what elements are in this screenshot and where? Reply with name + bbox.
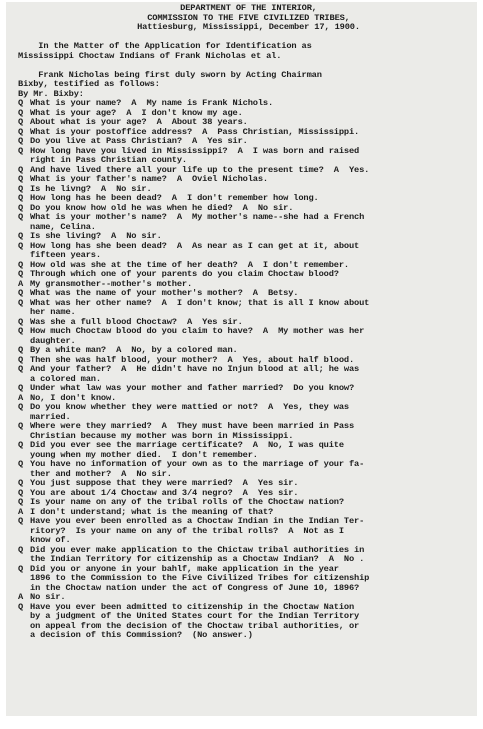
question-marker: Q [18, 497, 24, 507]
question-marker: Q [18, 544, 24, 555]
question-marker: Q [18, 354, 24, 365]
entry-text [30, 137, 473, 147]
entry-line: My gransmother--mother's mother. [30, 279, 193, 289]
question-marker: Q [18, 259, 24, 270]
entry-line: Then she was half blood, your mother? A Yes, about half blood. [30, 355, 355, 365]
entry-text [30, 147, 473, 166]
entry-text [30, 289, 473, 299]
entry-text [30, 280, 473, 290]
testimony-entry [18, 384, 473, 394]
entry-line: No sir. [30, 593, 66, 602]
question-marker: Q [18, 231, 24, 241]
entry-text [30, 593, 473, 603]
entry-line: Did you ever make application to the Chictaw tribal authorities in [30, 545, 365, 555]
entry-line: How old was she at the time of her death? A I don't remember. [30, 260, 349, 270]
testimony-entry [18, 242, 473, 261]
entry-line: Is your name on any of the tribal rolls of the Choctaw nation? [30, 498, 344, 507]
testimony-entry [18, 394, 473, 404]
examiner-line: By Mr. Bixby: [18, 89, 84, 99]
testimony-entry [18, 460, 473, 479]
question-marker: Q [18, 117, 24, 127]
question-marker: Q [18, 174, 24, 184]
entry-line: By a white man? A No, by a colored man. [30, 346, 238, 355]
question-marker: Q [18, 145, 24, 156]
testimony-entry [18, 261, 473, 271]
entry-line: 1896 to the Commission to the Five Civilized Tribes for citizenship [30, 574, 370, 583]
sworn-line: Frank Nicholas being first duly sworn by Acting Chairman [18, 70, 322, 80]
testimony-entry [18, 118, 473, 128]
entry-text [30, 109, 473, 119]
question-marker: Q [18, 183, 24, 194]
entry-text [30, 118, 473, 128]
testimony-entry [18, 137, 473, 147]
entry-line: And your father? A He didn't have no Injun blood at all; he was [30, 365, 360, 374]
question-marker: Q [18, 601, 24, 612]
question-marker: Q [18, 202, 24, 213]
question-marker: Q [18, 478, 24, 488]
entry-text [30, 479, 473, 489]
entry-text [30, 213, 473, 232]
entry-line: Is she living? A No sir. [30, 232, 162, 241]
entry-text [30, 232, 473, 242]
entry-line: know of. [30, 536, 71, 545]
question-marker: Q [18, 164, 24, 175]
testimony-entry [18, 270, 473, 280]
entry-line: Is he livng? A No sir. [30, 184, 152, 194]
entry-text [30, 441, 473, 460]
testimony-entry [18, 565, 473, 594]
testimony-entry [18, 422, 473, 441]
question-marker: Q [18, 126, 24, 137]
question-marker: Q [18, 98, 24, 108]
entry-line: Did you ever see the marriage certificate? A No, I was quite [30, 441, 344, 450]
spacer [18, 33, 473, 43]
testimony-entry [18, 166, 473, 176]
question-marker: Q [18, 440, 24, 450]
testimony-entry [18, 128, 473, 138]
entry-text [30, 261, 473, 271]
entry-line: Through which one of your parents do you claim Choctaw blood? [30, 270, 339, 279]
entry-line: name, Celina. [30, 222, 96, 232]
testimony-entry [18, 289, 473, 299]
entry-text [30, 422, 473, 441]
testimony-entry [18, 213, 473, 232]
question-marker: Q [18, 288, 24, 298]
entry-line: the Indian Territory for citizenship as a Choctaw Indian? A No . [30, 555, 365, 564]
department-heading: DEPARTMENT OF THE INTERIOR, [180, 3, 317, 13]
entry-line: Where were they married? A They must have been married in Pass [30, 422, 355, 431]
testimony-entry [18, 185, 473, 195]
entry-line: You have no information of your own as to the marriage of your fa- [30, 460, 365, 469]
testimony-entry [18, 441, 473, 460]
entry-line: How long have you lived in Mississippi? A I was born and raised [30, 146, 360, 156]
entry-line: Do you know how old he was when he died? A No sir. [30, 203, 294, 213]
entry-text [30, 394, 473, 404]
question-marker: Q [18, 316, 24, 327]
testimony-entry [18, 346, 473, 356]
entry-line: And have lived there all your life up to the present time? A Yes. [30, 165, 370, 175]
question-marker: Q [18, 459, 24, 469]
entry-line: Do you live at Pass Christian? A Yes sir. [30, 137, 248, 146]
entry-line: young when my mother died. I don't remember. [30, 450, 258, 460]
testimony-entry [18, 147, 473, 166]
entry-text [30, 546, 473, 565]
entry-line: What is your mother's name? A My mother's name--she had a French [30, 213, 365, 222]
testimony-entry [18, 546, 473, 565]
testimony-entry [18, 498, 473, 508]
entry-text [30, 327, 473, 346]
entry-line: What is your name? A My name is Frank Nichols. [30, 99, 274, 108]
entry-line: her name. [30, 308, 76, 317]
testimony-entry [18, 109, 473, 119]
entry-text [30, 460, 473, 479]
testimony-entry [18, 365, 473, 384]
matter-line: Mississippi Choctaw Indians of Frank Nicholas et al. [18, 51, 282, 61]
testimony-entry [18, 318, 473, 328]
question-marker: Q [18, 563, 24, 574]
answer-marker: A [18, 592, 24, 602]
question-marker: Q [18, 240, 24, 251]
entry-line: Have you ever been enrolled as a Choctaw Indian in the Indian Ter- [30, 517, 365, 526]
question-marker: Q [18, 193, 24, 203]
entry-text [30, 318, 473, 328]
question-marker: Q [18, 383, 24, 393]
question-marker: Q [18, 402, 24, 412]
question-marker: Q [18, 297, 24, 308]
entry-text [30, 175, 473, 185]
sworn-line: Bixby, testified as follows: [18, 80, 160, 89]
entry-text [30, 242, 473, 261]
entry-text [30, 403, 473, 422]
entry-line: Was she a full blood Choctaw? A Yes sir. [30, 317, 243, 327]
entry-line: on appeal from the decision of the Choctaw tribal authorities, or [30, 621, 360, 631]
entry-line: No, I don't know. [30, 393, 117, 403]
testimony-entry [18, 204, 473, 214]
entry-line: You are about 1/4 Choctaw and 3/4 negro? A Yes sir. [30, 488, 299, 498]
entry-line: What is your age? A I don't know my age. [30, 108, 243, 118]
entry-text [30, 270, 473, 280]
testimony-entry [18, 232, 473, 242]
entry-text [30, 166, 473, 176]
entry-text [30, 204, 473, 214]
answer-marker: A [18, 506, 24, 517]
entry-line: Christian because my mother was born in Mississippi. [30, 431, 294, 441]
testimony-entry [18, 489, 473, 499]
transcript [18, 4, 473, 641]
testimony-entries [18, 99, 473, 641]
entry-text [30, 299, 473, 318]
question-marker: Q [18, 326, 24, 336]
entry-text [30, 517, 473, 546]
entry-line: What was the name of your mother's mother? A Betsy. [30, 289, 299, 298]
question-marker: Q [18, 516, 24, 526]
question-marker: Q [18, 212, 24, 222]
testimony-entry [18, 593, 473, 603]
entry-text [30, 489, 473, 499]
entry-line: What is your postoffice address? A Pass Christian, Mississippi. [30, 127, 360, 137]
question-marker: Q [18, 345, 24, 355]
testimony-entry [18, 403, 473, 422]
entry-text [30, 185, 473, 195]
entry-line: daughter. [30, 336, 76, 346]
question-marker: Q [18, 364, 24, 374]
testimony-entry [18, 479, 473, 489]
entry-line: How long has she been dead? A As near as I can get at it, about [30, 241, 360, 251]
matter-line: In the Matter of the Application for Identification as [18, 42, 312, 51]
entry-text [30, 356, 473, 366]
entry-line: ther and mother? A No sir. [30, 469, 172, 479]
entry-text [30, 508, 473, 518]
entry-line: Have you ever been admitted to citizenship in the Choctaw Nation [30, 602, 355, 612]
entry-text [30, 384, 473, 394]
answer-marker: A [18, 278, 24, 289]
entry-line: Under what law was your mother and father married? Do you know? [30, 384, 355, 393]
entry-text [30, 498, 473, 508]
entry-text [30, 128, 473, 138]
answer-marker: A [18, 392, 24, 403]
question-marker: Q [18, 136, 24, 146]
entry-line: in the Choctaw nation under the act of Congress of June 10, 1896? [30, 583, 360, 593]
entry-text [30, 346, 473, 356]
commission-heading: COMMISSION TO THE FIVE CIVILIZED TRIBES, [147, 12, 350, 23]
entry-text [30, 603, 473, 641]
document-page [6, 2, 477, 716]
question-marker: Q [18, 107, 24, 118]
entry-line: You just suppose that they were married? A Yes sir. [30, 479, 299, 488]
testimony-entry [18, 603, 473, 641]
testimony-entry [18, 356, 473, 366]
question-marker: Q [18, 487, 24, 498]
testimony-entry [18, 280, 473, 290]
entry-line: What is your father's name? A Oviel Nicholas. [30, 175, 268, 184]
question-marker: Q [18, 269, 24, 279]
entry-line: I don't understand; what is the meaning of that? [30, 507, 274, 517]
spacer [18, 61, 473, 71]
entry-line: by a judgment of the United States court for the Indian Territory [30, 612, 360, 621]
entry-line: How long has he been dead? A I don't remember how long. [30, 194, 319, 203]
testimony-entry [18, 508, 473, 518]
entry-line: Did you or anyone in your bahlf, make application in the year [30, 564, 339, 574]
testimony-entry [18, 99, 473, 109]
entry-line: How much Choctaw blood do you claim to have? A My mother was her [30, 327, 365, 336]
testimony-entry [18, 517, 473, 546]
entry-line: right in Pass Christian county. [30, 156, 187, 165]
entry-line: fifteen years. [30, 251, 101, 260]
entry-line: a decision of this Commission? (No answer.) [30, 631, 253, 640]
entry-line: married. [30, 412, 71, 422]
entry-line: What was her other name? A I don't know; that is all I know about [30, 298, 370, 308]
entry-line: Do you know whether they were mattied or not? A Yes, they was [30, 403, 349, 412]
question-marker: Q [18, 421, 24, 431]
testimony-entry [18, 175, 473, 185]
testimony-entry [18, 194, 473, 204]
entry-line: About what is your age? A About 38 years. [30, 118, 248, 127]
place-date-line: Hattiesburg, Mississippi, December 17, 1900. [137, 22, 360, 32]
entry-text [30, 365, 473, 384]
entry-text [30, 99, 473, 109]
testimony-entry [18, 299, 473, 318]
entry-text [30, 565, 473, 594]
entry-text [30, 194, 473, 204]
entry-line: ritory? Is your name on any of the tribal rolls? A Not as I [30, 526, 344, 536]
entry-line: a colored man. [30, 374, 101, 384]
testimony-entry [18, 327, 473, 346]
